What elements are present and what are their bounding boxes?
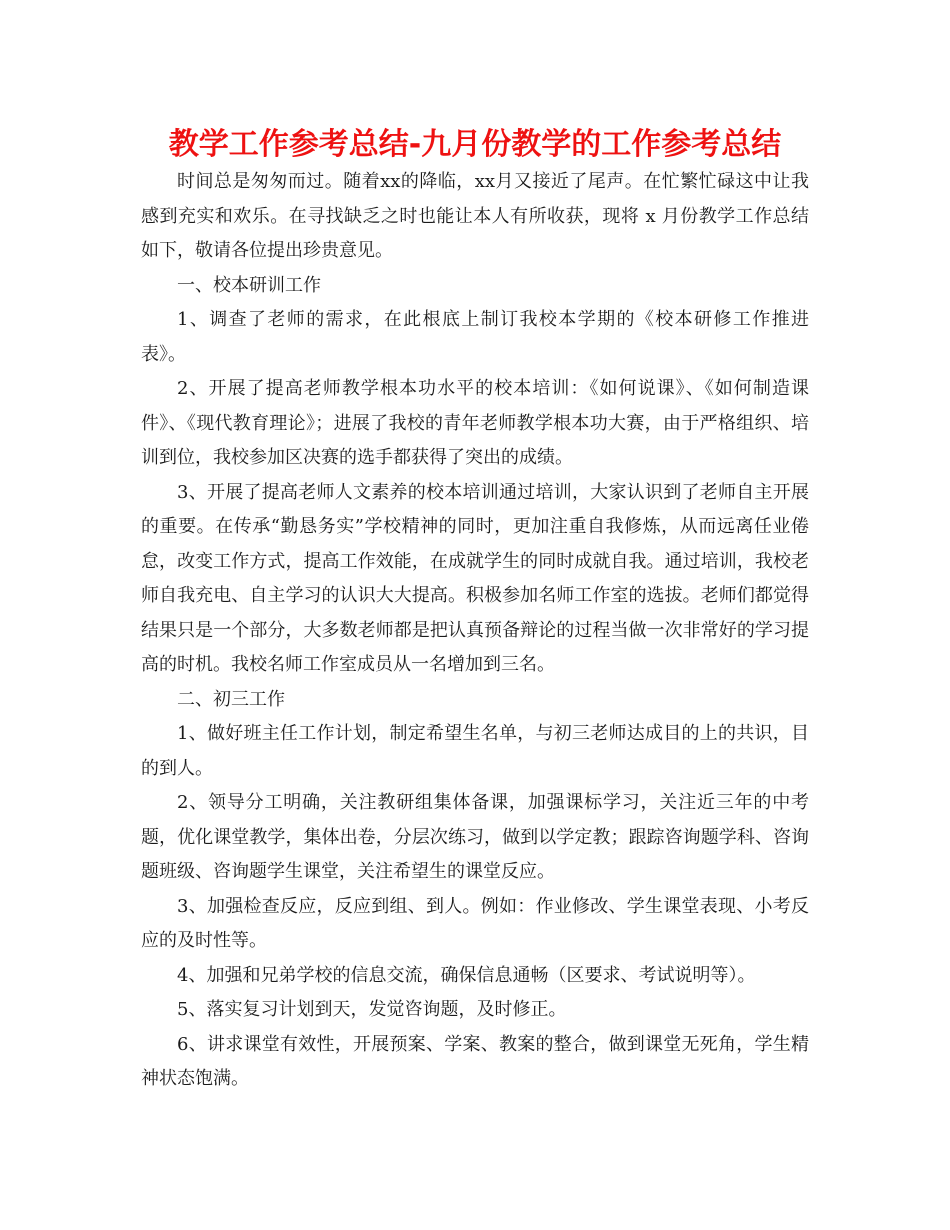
paragraph: 3、加强检查反应，反应到组、到人。例如：作业修改、学生课堂表现、小考反应的及时性等。 (141, 895, 809, 951)
paragraph: 3、开展了提高老师人文素养的校本培训通过培训，大家认识到了老师自主开展的重要。在传承“勤恳务实”学校精神的同时，更加注重自我修炼，从而远离任业倦怠，改变工作方式，提高工作效能，在成就学生的同时成就自我。通过培训，我校老师自我充电、自主学习的认识大大提高。积极参加名师工作室的选拔。老师们都觉得结果只是一个部分，大多数老师都是把认真预备辩论的过程当做一次非常好的学习提高的时机。我校名师工作室成员从一名增加到三名。 (141, 481, 809, 675)
paragraph-intro: 时间总是匆匆而过。随着xx的降临，xx月又接近了尾声。在忙繁忙碌这中让我感到充实和欢乐。在寻找缺乏之时也能让本人有所收获，现将 x 月份教学工作总结如下，敬请各位提出珍贵意见。 (141, 171, 809, 261)
paragraph: 6、讲求课堂有效性，开展预案、学案、教案的整合，做到课堂无死角，学生精神状态饱满。 (141, 1033, 809, 1089)
paragraph: 5、落实复习计划到天，发觉咨询题，及时修正。 (177, 999, 567, 1020)
paragraph: 2、领导分工明确，关注教研组集体备课，加强课标学习，关注近三年的中考题，优化课堂教学，集体出卷，分层次练习，做到以学定教；跟踪咨询题学科、咨询题班级、咨询题学生课堂，关注希望生的课堂反应。 (141, 792, 809, 882)
paragraph: 1、调查了老师的需求，在此根底上制订我校本学期的《校本研修工作推进表》。 (141, 309, 809, 365)
document-body (141, 165, 809, 1097)
paragraph: 4、加强和兄弟学校的信息交流，确保信息通畅（区要求、考试说明等）。 (177, 964, 756, 986)
paragraph: 1、做好班主任工作计划，制定希望生名单，与初三老师达成目的上的共识，目的到人。 (141, 723, 809, 779)
section-heading-grade-nine: 二、初三工作 (177, 688, 285, 710)
paragraph: 2、开展了提高老师教学根本功水平的校本培训：《如何说课》、《如何制造课件》、《现代教育理论》；进展了我校的青年老师教学根本功大赛，由于严格组织、培训到位，我校参加区决赛的选手都获得了突出的成绩。 (141, 378, 809, 468)
section-heading-school-training: 一、校本研训工作 (177, 274, 321, 296)
document-title: 教学工作参考总结-九月份教学的工作参考总结 (168, 127, 782, 162)
